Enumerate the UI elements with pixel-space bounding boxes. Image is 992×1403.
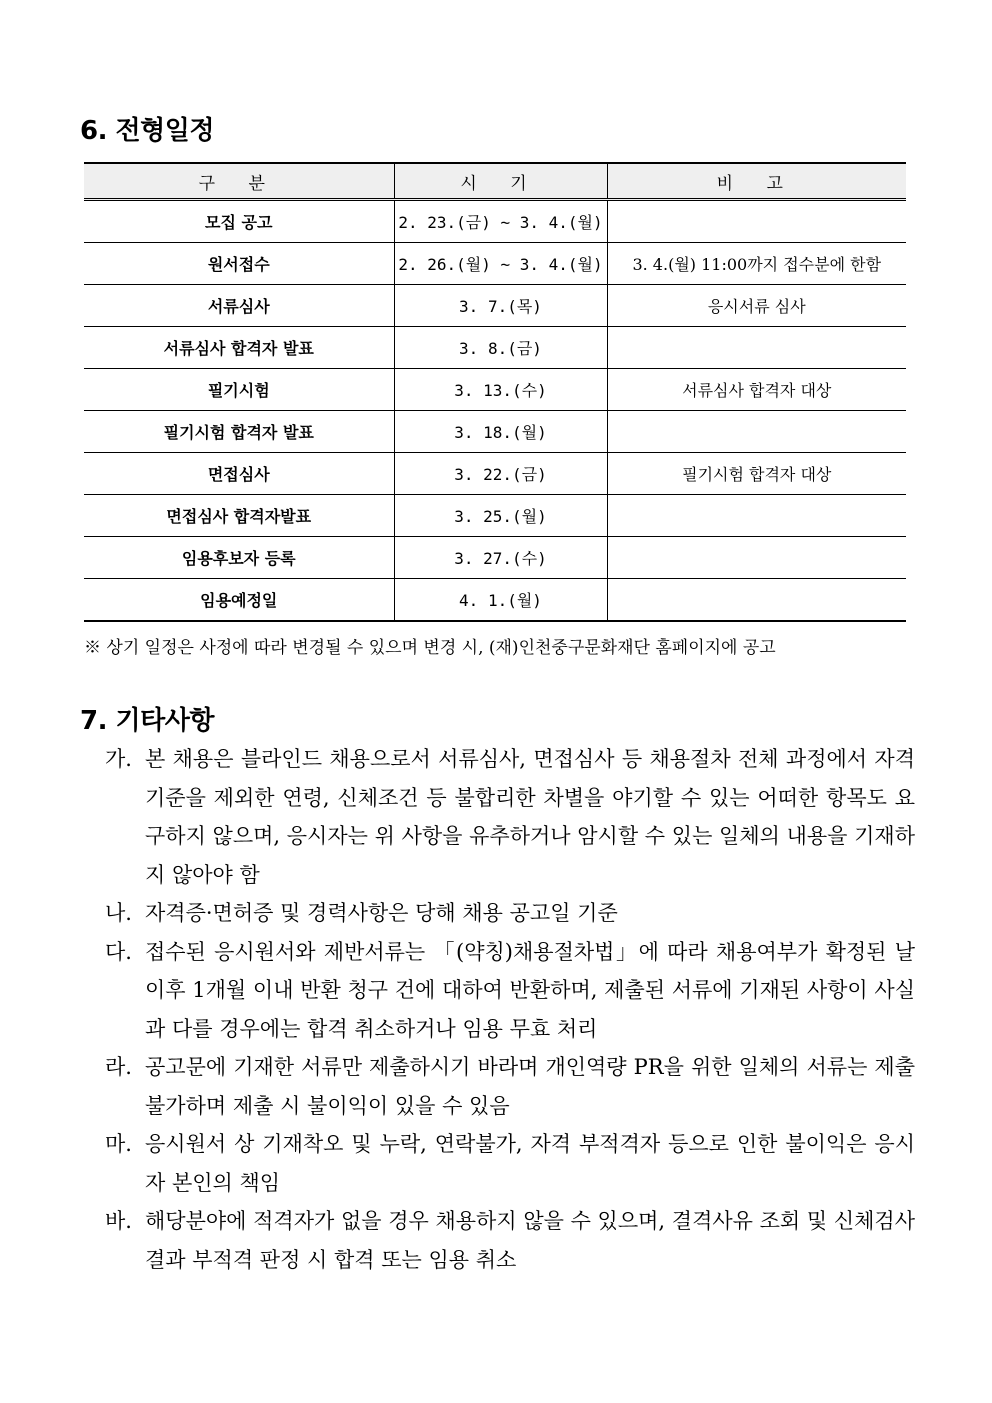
row-item: 임용예정일 [84,579,394,622]
table-row [84,327,906,369]
row-note [607,327,906,369]
row-item: 서류심사 합격자 발표 [84,327,394,369]
list-item [105,1125,915,1202]
row-item: 면접심사 [84,453,394,495]
row-item: 서류심사 [84,285,394,327]
table-row [84,200,906,243]
section-6-heading: 6. 전형일정 [80,116,214,146]
row-item: 원서접수 [84,243,394,285]
item-marker: 나. [105,901,132,925]
list-item [105,933,915,1049]
row-note: 응시서류 심사 [607,285,906,327]
table-row [84,579,906,622]
row-date: 3. 13.(수) [394,369,607,411]
list-item [105,1202,915,1279]
item-text: 본 채용은 블라인드 채용으로서 서류심사, 면접심사 등 채용절차 전체 과정에서 자격기준을 제외한 연령, 신체조건 등 불합리한 차별을 야기할 수 있는 어떠한 항목도 요구하지 않으며, 응시자는 위 사항을 유추하거나 암시할 수 있는 일체의 내용을 기재하지 않아야 함 [145,747,915,887]
row-note: 필기시험 합격자 대상 [607,453,906,495]
row-note [607,200,906,243]
table-row [84,369,906,411]
row-item: 필기시험 [84,369,394,411]
other-items-list [105,740,915,1279]
list-item [105,1048,915,1125]
item-text: 해당분야에 적격자가 없을 경우 채용하지 않을 수 있으며, 결격사유 조회 및 신체검사결과 부적격 판정 시 합격 또는 임용 취소 [145,1209,915,1272]
table-row [84,537,906,579]
row-date: 3. 25.(월) [394,495,607,537]
row-item: 모집 공고 [84,200,394,243]
row-item: 면접심사 합격자발표 [84,495,394,537]
table-footnote: ※ 상기 일정은 사정에 따라 변경될 수 있으며 변경 시, (재)인천중구문화재단 홈페이지에 공고 [84,638,776,658]
item-marker: 바. [105,1209,132,1233]
row-date: 3. 8.(금) [394,327,607,369]
list-item [105,740,915,894]
item-text: 공고문에 기재한 서류만 제출하시기 바라며 개인역량 PR을 위한 일체의 서류는 제출 불가하며 제출 시 불이익이 있을 수 있음 [145,1055,915,1118]
row-note: 3. 4.(월) 11:00까지 접수분에 한함 [607,243,906,285]
item-text: 접수된 응시원서와 제반서류는 「(약칭)채용절차법」에 따라 채용여부가 확정된 날 이후 1개월 이내 반환 청구 건에 대하여 반환하며, 제출된 서류에 기재된 사항이 사실과 다를 경우에는 합격 취소하거나 임용 무효 처리 [145,939,915,1041]
schedule-table [84,162,906,622]
item-marker: 다. [105,939,132,964]
row-date: 3. 18.(월) [394,411,607,453]
header-remarks: 비 고 [607,163,906,200]
row-note [607,495,906,537]
table-header-row [84,163,906,200]
list-item [105,894,915,933]
row-note [607,579,906,622]
header-category: 구 분 [84,163,394,200]
row-item: 필기시험 합격자 발표 [84,411,394,453]
section-7-heading: 7. 기타사항 [80,706,214,736]
table-row [84,411,906,453]
item-text: 자격증·면허증 및 경력사항은 당해 채용 공고일 기준 [145,901,618,925]
item-text: 응시원서 상 기재착오 및 누락, 연락불가, 자격 부적격자 등으로 인한 불이익은 응시자 본인의 책임 [145,1132,915,1195]
row-item: 임용후보자 등록 [84,537,394,579]
row-date: 2. 23.(금) ~ 3. 4.(월) [394,200,607,243]
header-period: 시 기 [394,163,607,200]
row-date: 3. 27.(수) [394,537,607,579]
row-note: 서류심사 합격자 대상 [607,369,906,411]
row-note [607,411,906,453]
row-date: 3. 7.(목) [394,285,607,327]
table-row [84,243,906,285]
row-date: 2. 26.(월) ~ 3. 4.(월) [394,243,607,285]
table-row [84,453,906,495]
row-date: 4. 1.(월) [394,579,607,622]
item-marker: 마. [105,1132,132,1156]
table-row [84,495,906,537]
row-date: 3. 22.(금) [394,453,607,495]
row-note [607,537,906,579]
table-row [84,285,906,327]
item-marker: 가. [105,747,132,771]
item-marker: 라. [105,1055,132,1079]
